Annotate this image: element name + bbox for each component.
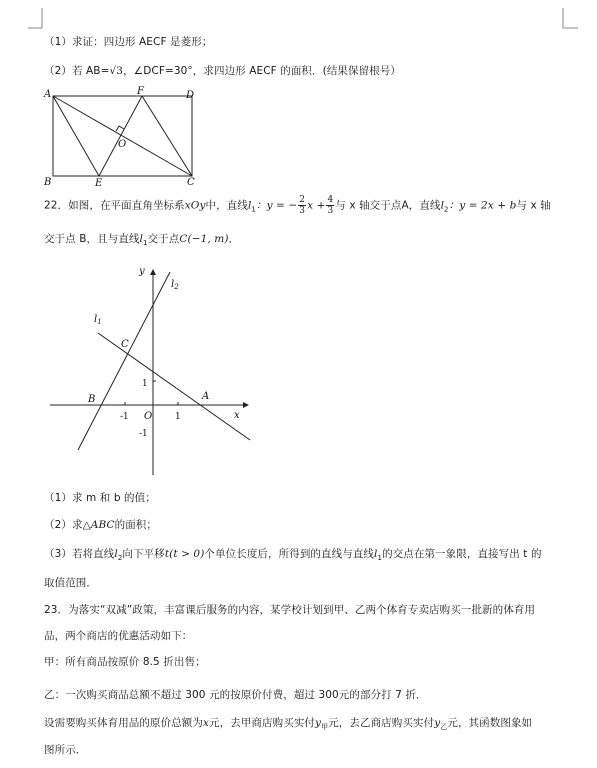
q23-setup-line2: 图所示． — [44, 744, 87, 756]
label-c: C — [187, 177, 195, 188]
label-a: A — [44, 89, 52, 100]
q21-part1: （1）求证：四边形 AECF 是菱形； — [44, 36, 213, 48]
label-d: D — [186, 90, 195, 101]
axis-label-y: y — [139, 266, 145, 277]
point-label-c: C — [121, 339, 129, 350]
page-corner-mark-right — [562, 8, 578, 32]
label-f: F — [137, 86, 144, 97]
q22-part2: （2）求△ABC的面积； — [44, 519, 158, 531]
tick-label-neg1-x: -1 — [120, 412, 129, 422]
q23-statement-line1: 23．为落实“双减”政策，丰富课后服务的内容，某学校计划到甲、乙两个体育专卖店购买一批新的体育用 — [44, 604, 536, 616]
tick-label-1-x: 1 — [175, 412, 181, 422]
page-corner-mark-left — [28, 8, 44, 32]
coordinate-graph — [40, 262, 260, 482]
label-b: B — [44, 177, 52, 188]
line-label-l1: $l_1$ — [94, 314, 102, 326]
tick-label-1-y: 1 — [142, 379, 148, 389]
tick-label-neg1-y: -1 — [139, 429, 148, 439]
q22-part3-line1: （3）若将直线$l_2$向下平移t(t > 0)个单位长度后，所得到的直线与直线$l_1$的交点在第一象限，直接写出 t 的 — [44, 548, 542, 563]
q23-setup-line1: 设需要购买体育用品的原价总额为x元，去甲商店购买实付$y_甲$元，去乙商店购买实付$y_乙$元，其函数图象如 — [44, 717, 533, 732]
q22-statement-line2: 交于点 B，且与直线$l_1$交于点C(−1, m)． — [44, 233, 240, 248]
q23-statement-line2: 品，两个商店的优惠活动如下： — [44, 630, 193, 642]
origin-label: O — [144, 411, 153, 422]
label-e: E — [95, 178, 103, 188]
q23-offer-yi: 乙：一次购买商品总额不超过 300 元的按原价付费，超过 300元的部分打 7 折． — [44, 689, 427, 701]
axis-label-x: x — [234, 410, 240, 421]
q22-part3-line2: 取值范围． — [44, 577, 97, 589]
point-label-b: B — [88, 394, 96, 405]
rectangle-figure — [38, 86, 208, 188]
q21-part2: （2）若 AB=√3，∠DCF=30°，求四边形 AECF 的面积．(结果保留根号） — [44, 65, 402, 77]
q22-statement-line1: 22．如图，在平面直角坐标系xOy中，直线$l_1$：y = − $\frac{2}{3}$ x + $\frac{4}{3}$ 与 x 轴交于点A，直线$l_2$：y = 2x + b与 x 轴 — [44, 195, 551, 216]
point-label-a: A — [202, 391, 210, 402]
q23-offer-jia: 甲：所有商品按原价 8.5 折出售； — [44, 656, 206, 668]
label-o: O — [118, 139, 127, 150]
line-label-l2: $l_2$ — [171, 279, 179, 291]
q22-part1: （1）求 m 和 b 的值； — [44, 492, 156, 504]
